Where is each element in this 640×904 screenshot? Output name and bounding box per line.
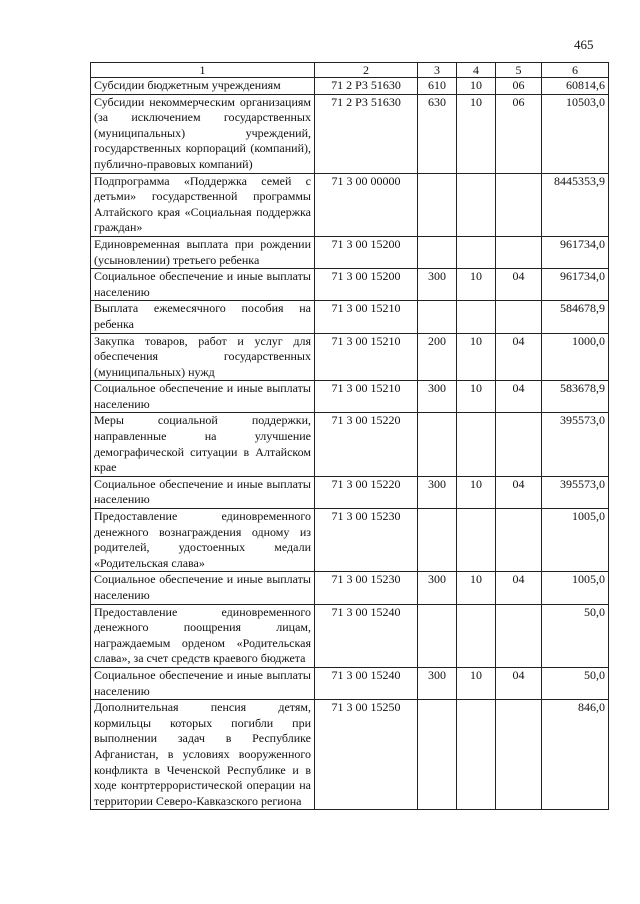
row-col5: 06 <box>496 94 542 173</box>
row-col3: 300 <box>418 667 457 699</box>
column-header-6: 6 <box>542 63 609 78</box>
row-col4: 10 <box>457 78 496 95</box>
row-col5 <box>496 236 542 268</box>
row-col5: 04 <box>496 476 542 508</box>
row-name: Предоставление единовременного денежного поощрения лицам, награждаемым орденом «Родительская слава», за счет средств краевого бюджета <box>91 604 315 667</box>
row-col5: 04 <box>496 667 542 699</box>
column-header-4: 4 <box>457 63 496 78</box>
row-code: 71 3 00 15250 <box>315 700 418 810</box>
row-name: Субсидии некоммерческим организациям (за исключением государственных (муниципальных) учреждений, государственных корпораций (компаний), публично-правовых компаний) <box>91 94 315 173</box>
row-code: 71 3 00 15200 <box>315 269 418 301</box>
row-col4: 10 <box>457 572 496 604</box>
table-row <box>91 301 609 333</box>
row-col5: 04 <box>496 381 542 413</box>
row-col5 <box>496 301 542 333</box>
table-row <box>91 476 609 508</box>
row-name: Подпрограмма «Поддержка семей с детьми» государственной программы Алтайского края «Социальная поддержка граждан» <box>91 173 315 236</box>
table-row <box>91 236 609 268</box>
row-name: Закупка товаров, работ и услуг для обеспечения государственных (муниципальных) нужд <box>91 333 315 381</box>
row-name: Меры социальной поддержки, направленные на улучшение демографической ситуации в Алтайском крае <box>91 413 315 476</box>
row-name: Социальное обеспечение и иные выплаты населению <box>91 381 315 413</box>
row-amount: 1000,0 <box>542 333 609 381</box>
row-col4 <box>457 236 496 268</box>
table-row <box>91 509 609 572</box>
row-name: Предоставление единовременного денежного вознаграждения одному из родителей, удостоенных медали «Родительская слава» <box>91 509 315 572</box>
row-amount: 395573,0 <box>542 413 609 476</box>
row-col5: 04 <box>496 572 542 604</box>
row-col4: 10 <box>457 381 496 413</box>
row-amount: 395573,0 <box>542 476 609 508</box>
row-amount: 10503,0 <box>542 94 609 173</box>
row-col3: 200 <box>418 333 457 381</box>
row-col4 <box>457 509 496 572</box>
row-code: 71 3 00 15230 <box>315 572 418 604</box>
row-code: 71 3 00 15240 <box>315 667 418 699</box>
row-col5 <box>496 509 542 572</box>
table-row <box>91 94 609 173</box>
row-col5: 06 <box>496 78 542 95</box>
table-row <box>91 572 609 604</box>
table-row <box>91 381 609 413</box>
table-header-row <box>91 63 609 78</box>
row-col3 <box>418 604 457 667</box>
row-col4 <box>457 301 496 333</box>
row-code: 71 2 P3 51630 <box>315 78 418 95</box>
row-amount: 961734,0 <box>542 269 609 301</box>
row-amount: 583678,9 <box>542 381 609 413</box>
row-amount: 846,0 <box>542 700 609 810</box>
row-col3: 300 <box>418 572 457 604</box>
table-row <box>91 413 609 476</box>
table-row <box>91 667 609 699</box>
column-header-3: 3 <box>418 63 457 78</box>
row-amount: 584678,9 <box>542 301 609 333</box>
row-code: 71 3 00 15210 <box>315 333 418 381</box>
row-name: Единовременная выплата при рождении (усыновлении) третьего ребенка <box>91 236 315 268</box>
row-col5 <box>496 173 542 236</box>
row-amount: 8445353,9 <box>542 173 609 236</box>
row-col3: 630 <box>418 94 457 173</box>
row-code: 71 3 00 15200 <box>315 236 418 268</box>
row-col5 <box>496 700 542 810</box>
table-row <box>91 173 609 236</box>
row-col3: 300 <box>418 381 457 413</box>
row-name: Социальное обеспечение и иные выплаты населению <box>91 572 315 604</box>
row-col3 <box>418 236 457 268</box>
row-col4: 10 <box>457 269 496 301</box>
row-col4 <box>457 604 496 667</box>
row-col4 <box>457 173 496 236</box>
row-col3: 300 <box>418 269 457 301</box>
page-number: 465 <box>574 37 594 52</box>
budget-table <box>90 62 609 810</box>
row-code: 71 3 00 15220 <box>315 476 418 508</box>
row-amount: 60814,6 <box>542 78 609 95</box>
row-col4 <box>457 700 496 810</box>
row-amount: 1005,0 <box>542 509 609 572</box>
table-row <box>91 700 609 810</box>
row-name: Социальное обеспечение и иные выплаты населению <box>91 269 315 301</box>
row-amount: 50,0 <box>542 667 609 699</box>
row-code: 71 3 00 15210 <box>315 381 418 413</box>
row-name: Субсидии бюджетным учреждениям <box>91 78 315 95</box>
row-code: 71 3 00 15210 <box>315 301 418 333</box>
row-amount: 50,0 <box>542 604 609 667</box>
row-name: Социальное обеспечение и иные выплаты населению <box>91 667 315 699</box>
row-name: Социальное обеспечение и иные выплаты населению <box>91 476 315 508</box>
row-col3 <box>418 509 457 572</box>
row-amount: 1005,0 <box>542 572 609 604</box>
row-col5 <box>496 604 542 667</box>
row-code: 71 3 00 15220 <box>315 413 418 476</box>
row-amount: 961734,0 <box>542 236 609 268</box>
row-col3 <box>418 301 457 333</box>
row-col5: 04 <box>496 269 542 301</box>
row-col5: 04 <box>496 333 542 381</box>
row-code: 71 3 00 00000 <box>315 173 418 236</box>
row-col3 <box>418 700 457 810</box>
row-col4: 10 <box>457 667 496 699</box>
row-name: Дополнительная пенсия детям, кормильцы которых погибли при выполнении задач в Республике Афганистан, в условиях вооруженного конфликта в Чеченской Республике и в ходе контртеррористической операции на территории Северо-Кавказского региона <box>91 700 315 810</box>
row-col3: 610 <box>418 78 457 95</box>
table-row <box>91 604 609 667</box>
row-name: Выплата ежемесячного пособия на ребенка <box>91 301 315 333</box>
row-col3: 300 <box>418 476 457 508</box>
row-col4: 10 <box>457 333 496 381</box>
row-col4: 10 <box>457 476 496 508</box>
row-code: 71 3 00 15240 <box>315 604 418 667</box>
column-header-5: 5 <box>496 63 542 78</box>
row-col3 <box>418 413 457 476</box>
row-col3 <box>418 173 457 236</box>
row-col5 <box>496 413 542 476</box>
row-col4 <box>457 413 496 476</box>
column-header-1: 1 <box>91 63 315 78</box>
table-row <box>91 333 609 381</box>
row-code: 71 2 P3 51630 <box>315 94 418 173</box>
column-header-2: 2 <box>315 63 418 78</box>
row-col4: 10 <box>457 94 496 173</box>
table-row <box>91 78 609 95</box>
row-code: 71 3 00 15230 <box>315 509 418 572</box>
table-row <box>91 269 609 301</box>
